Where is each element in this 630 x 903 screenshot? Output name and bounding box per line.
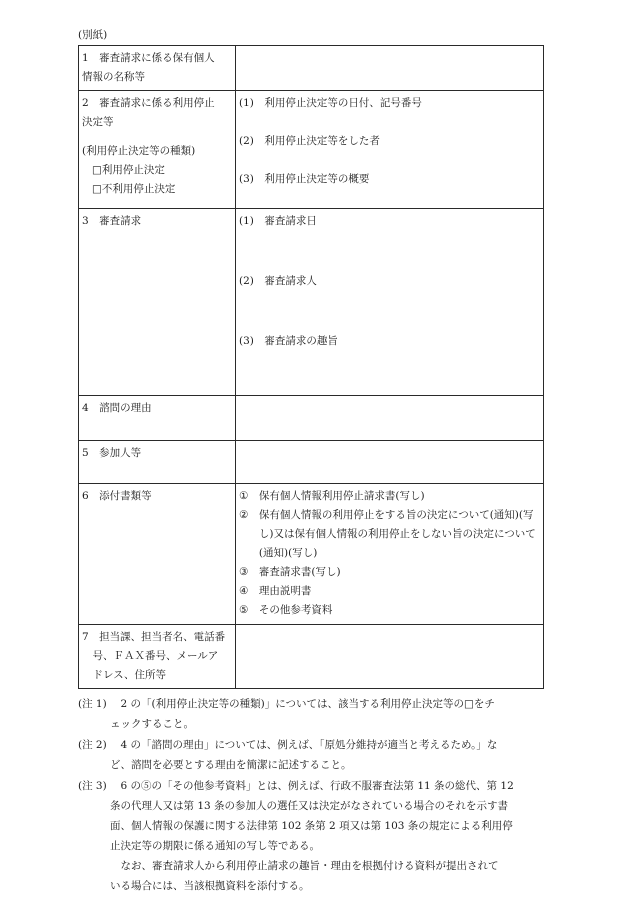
- row-3-label-text: 3 審査請求: [82, 215, 142, 227]
- row-2-item-2: (2) 利用停止決定等をした者: [239, 135, 380, 147]
- row-5-label-text: 5 参加人等: [82, 447, 142, 459]
- note-3-label: (注 3): [78, 780, 107, 792]
- row-1-label-line-1: 1 審査請求に係る保有個人: [82, 52, 215, 64]
- row-3-item-1: (1) 審査請求日: [239, 215, 317, 227]
- attachment-item-4: ④ 理由説明書: [239, 585, 312, 597]
- note-3-line-3: 面、個人情報の保護に関する法律第 102 条第 2 項又は第 103 条の規定による利用停: [110, 820, 513, 832]
- note-1-line-1: 2 の「(利用停止決定等の種類)」については、該当する利用停止決定等の□をチ: [110, 698, 495, 710]
- attachment-item-3: ③ 審査請求書(写し): [239, 566, 341, 578]
- note-3-line-2: 条の代理人又は第 13 条の参加人の選任又は決定がなされている場合のそれを示す書: [110, 800, 509, 812]
- note-3-line-1: 6 の⑤の「その他参考資料」とは、例えば、行政不服審査法第 11 条の総代、第 12: [110, 780, 514, 792]
- row-2-label-line-1: 2 審査請求に係る利用停止: [82, 97, 215, 109]
- notes-section: [78, 694, 548, 897]
- note-1: [78, 694, 548, 734]
- note-3: [78, 776, 548, 896]
- note-3-line-6: いる場合には、当該根拠資料を添付する。: [110, 880, 310, 892]
- row-6: [79, 484, 544, 625]
- row-2-value[interactable]: [236, 91, 544, 209]
- row-2-label-line-2: 決定等: [82, 116, 114, 128]
- row-3-label: [79, 209, 236, 396]
- row-1-label-line-2: 情報の名称等: [82, 71, 145, 83]
- row-1: [79, 46, 544, 91]
- note-2: [78, 735, 548, 775]
- note-3-line-4: 止決定等の期限に係る通知の写し等である。: [110, 840, 320, 852]
- row-3-item-2: (2) 審査請求人: [239, 275, 317, 287]
- consultation-form-table: [78, 45, 544, 689]
- row-6-label-text: 6 添付書類等: [82, 490, 152, 502]
- row-7-label: [79, 625, 236, 689]
- row-2-item-3: (3) 利用停止決定等の概要: [239, 173, 370, 185]
- row-6-value[interactable]: [236, 484, 544, 625]
- decision-type-heading: (利用停止決定等の種類): [82, 145, 196, 157]
- checkbox-non-suspension[interactable]: □不利用停止決定: [92, 183, 176, 195]
- attachment-item-2: ② 保有個人情報の利用停止をする旨の決定について(通知)(写し)又は保有個人情報の利用停止をしない旨の決定について(通知)(写し): [239, 509, 536, 559]
- row-6-label: [79, 484, 236, 625]
- row-4: [79, 396, 544, 441]
- note-2-line-1: 4 の「諮問の理由」については、例えば、「原処分維持が適当と考えるため。」な: [110, 739, 498, 751]
- row-2: [79, 91, 544, 209]
- note-2-line-2: ど、諮問を必要とする理由を簡潔に記述すること。: [110, 759, 352, 771]
- row-5: [79, 441, 544, 484]
- row-3-value[interactable]: [236, 209, 544, 396]
- note-1-label: (注 1): [78, 698, 107, 710]
- note-3-line-5: なお、審査請求人から利用停止請求の趣旨・理由を根拠付ける資料が提出されて: [110, 860, 499, 872]
- row-4-label-text: 4 諮問の理由: [82, 402, 152, 414]
- note-1-line-2: ェックすること。: [110, 718, 194, 730]
- row-1-label: [79, 46, 236, 91]
- row-1-value[interactable]: [236, 46, 544, 91]
- attachment-item-1: ① 保有個人情報利用停止請求書(写し): [239, 490, 425, 502]
- row-7-value[interactable]: [236, 625, 544, 689]
- row-7: [79, 625, 544, 689]
- row-3-item-3: (3) 審査請求の趣旨: [239, 335, 338, 347]
- row-4-label: [79, 396, 236, 441]
- attachment-item-5: ⑤ その他参考資料: [239, 604, 333, 616]
- note-2-label: (注 2): [78, 739, 107, 751]
- row-5-label: [79, 441, 236, 484]
- row-7-label-line-2: 号、ＦＡＸ番号、メールア: [82, 650, 219, 662]
- row-7-label-line-3: ドレス、住所等: [82, 669, 166, 681]
- row-2-item-1: (1) 利用停止決定等の日付、記号番号: [239, 97, 422, 109]
- row-2-label: [79, 91, 236, 209]
- row-4-value[interactable]: [236, 396, 544, 441]
- attachment-header: (別紙): [78, 29, 108, 41]
- row-3: [79, 209, 544, 396]
- row-7-label-line-1: 7 担当課、担当者名、電話番: [82, 631, 226, 643]
- checkbox-use-suspension[interactable]: □利用停止決定: [92, 164, 165, 176]
- row-5-value[interactable]: [236, 441, 544, 484]
